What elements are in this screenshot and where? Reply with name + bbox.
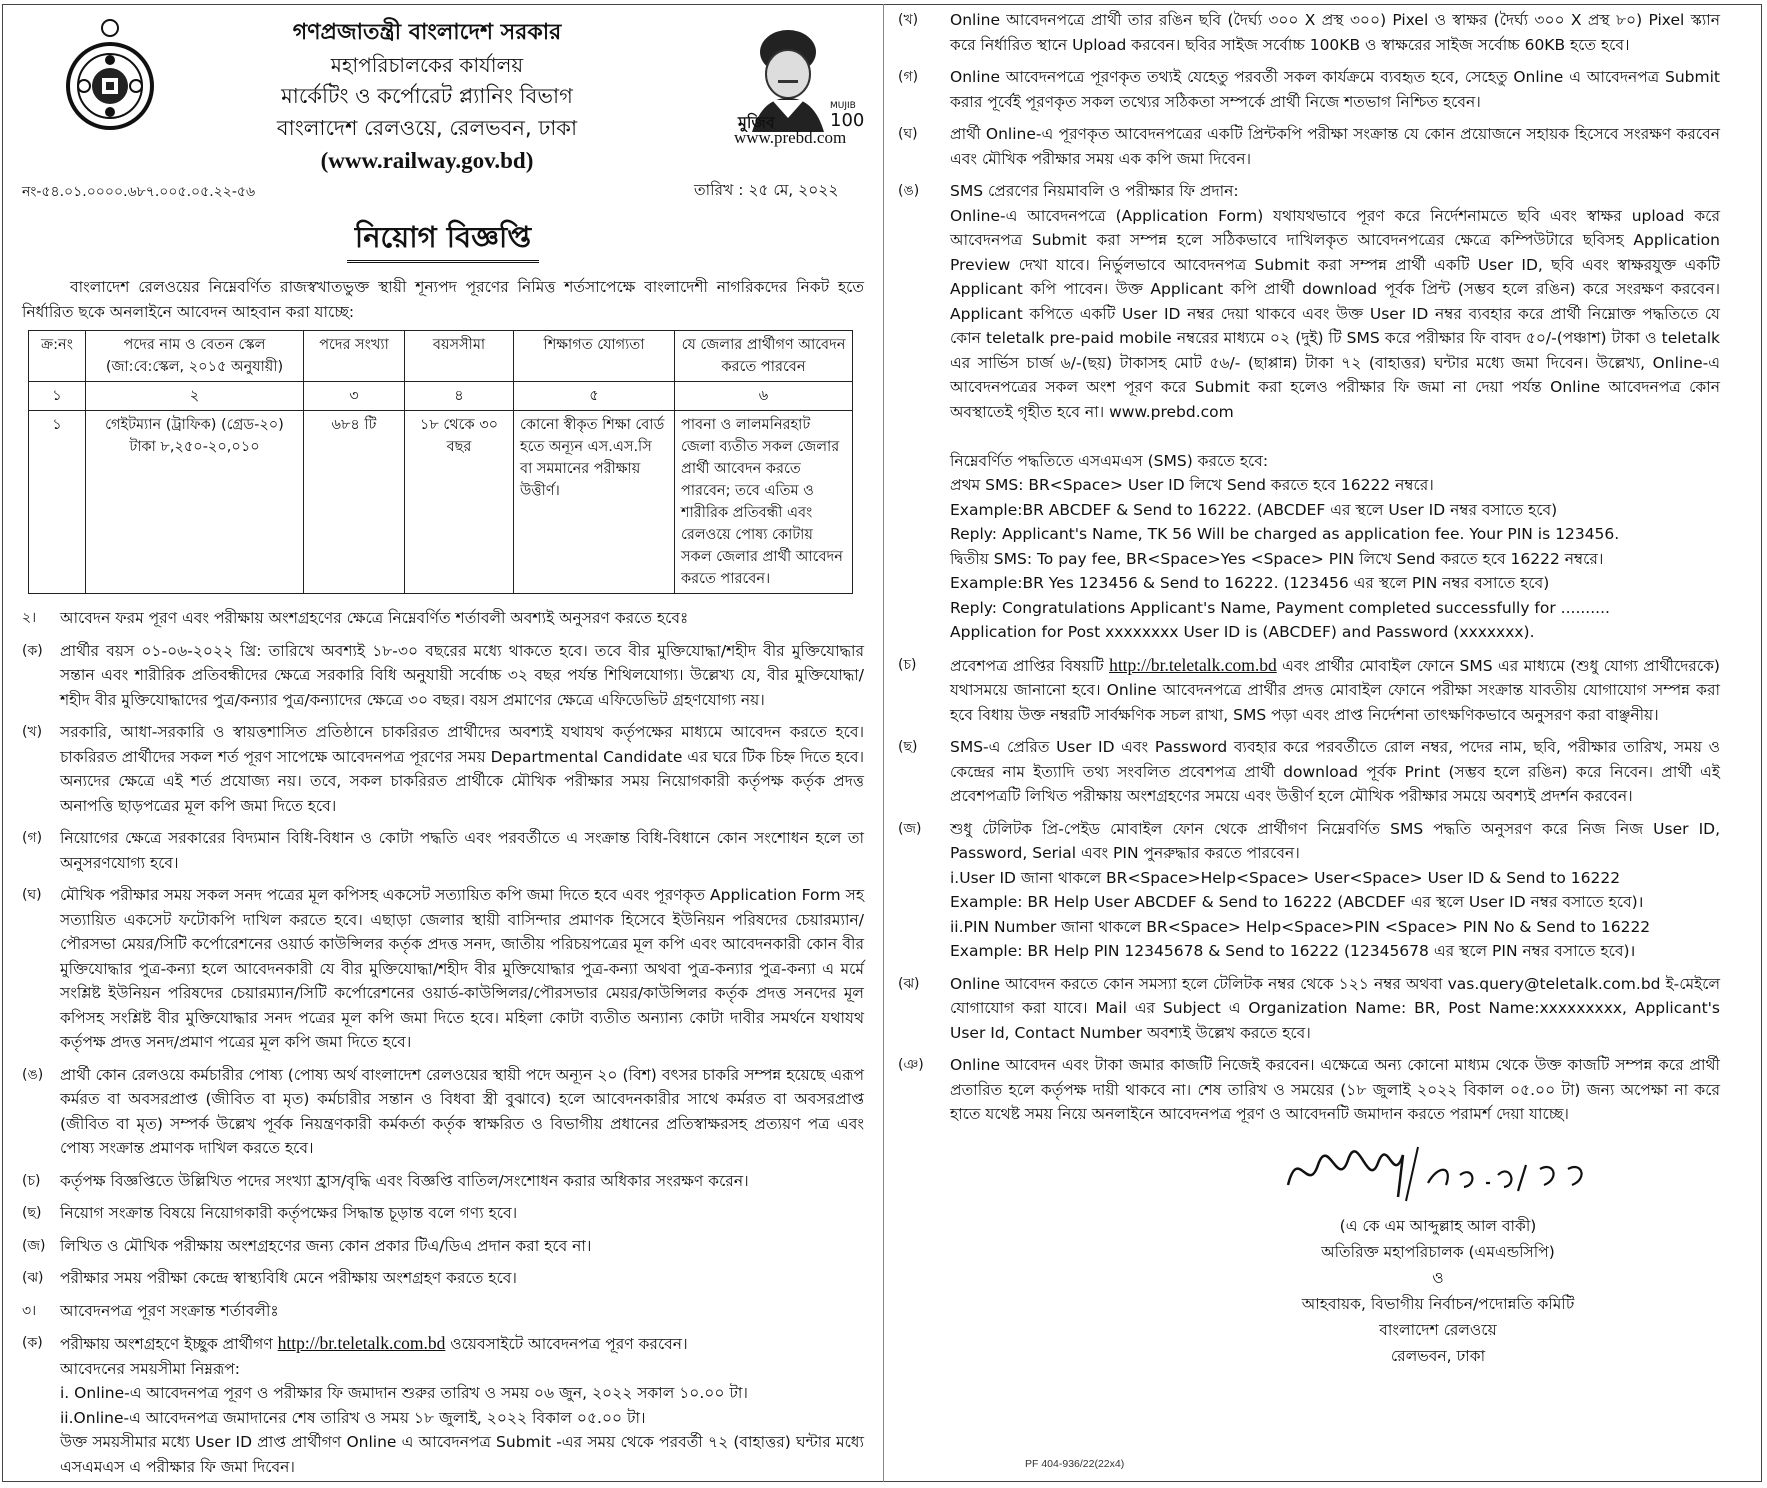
warning-item <box>898 1053 1720 1127</box>
office-name: মহাপরিচালকের কার্যালয় <box>330 53 524 77</box>
item-number: (গ) <box>22 830 43 846</box>
item-text: লিখিত ও মৌখিক পরীক্ষায় অংশগ্রহণের জন্য কোন প্রকার টিএ/ডিএ প্রদান করা হবে না। <box>60 1236 592 1255</box>
table-header: ক্র:নং <box>29 331 86 382</box>
column-number: ৬ <box>675 382 853 411</box>
signatory-and: ও <box>1432 1268 1444 1287</box>
table-header-row <box>29 331 853 382</box>
item-number: (ক) <box>22 1335 43 1351</box>
sms-rules-text: Online-এ আবেদনপত্রে (Application Form) যথাযথভাবে পূরণ করে নির্দেশনামতে ছবি এবং স্বাক্ষর upload করে আবেদনপত্র Submit করা সম্পন্ন হলে সঠিকভাবে দাখিলকৃত আবেদনপত্রের ক্ষেত্রে কম্পিউটারে ছবিসহ Application Preview দেখা যাবে। নির্ভুলভাবে আবেদনপত্র Submit করা সম্পন্ন প্রার্থী একটি User ID, ছবি এবং স্বাক্ষরযুক্ত একটি Applicant কপি পাবেন। উক্ত Applicant কপি প্রার্থী download পূর্বক প্রিন্ট (সম্ভব হলে রঙিন) করে সংরক্ষণ করবেন। Applicant কপিতে একটি User ID নম্বর দেয়া থাকবে এবং উক্ত User ID নম্বর ব্যবহার করে প্রার্থী নিম্নোক্ত পদ্ধতিতে যে কোন teletalk pre-paid mobile নম্বরের মাধ্যমে ০২ (দুই) টি SMS করে পরীক্ষার ফি বাবদ ৫০/-(পঞ্চাশ) টাকা ও teletalk এর সার্ভিস চার্জ ৬/-(ছয়) টাকাসহ মোট ৫৬/- (ছাপ্পান্ন) টাকা ৭২ (বাহাত্তর) ঘন্টার মধ্যে জমা দিবেন। উল্লেখ্য, Online-এ আবেদনপত্রের সকল অংশ পূরণ করে Submit করা হলেও পরীক্ষার ফি জমা না দেয়া পর্যন্ত Online আবেদনপত্র কোন অবস্থাতেই গৃহীত হবে না। www.prebd.com <box>950 206 1720 421</box>
print-code: PF 404-936/22(22x4) <box>1025 1458 1125 1470</box>
vacancy-table <box>28 330 853 594</box>
item-number: (ঘ) <box>22 887 42 903</box>
column-divider <box>883 4 884 1482</box>
condition-item <box>22 1234 864 1259</box>
item-text <box>60 1331 864 1479</box>
item-text: Online আবেদনপত্রে পূরণকৃত তথ্যই যেহেতু পরবর্তী সকল কার্যক্রমে ব্যবহৃত হবে, সেহেতু Online এ আবেদনপত্র Submit করার পূর্বেই পূরণকৃত সকল তথ্যের সঠিকতা সম্পর্কে প্রার্থী নিজে শতভাগ নিশ্চিত হবেন। <box>950 68 1720 111</box>
page-title: নিয়োগ বিজ্ঞপ্তি <box>347 216 539 263</box>
section-number: ৩। <box>22 1302 37 1319</box>
item-number: (ঝ) <box>22 1270 44 1286</box>
item-number: (ক) <box>22 642 43 659</box>
signatory-place: রেলভবন, ঢাকা <box>1390 1346 1486 1365</box>
right-column <box>898 8 1720 1369</box>
condition-item <box>22 826 864 875</box>
table-header: পদের নাম ও বেতন স্কেল (জা:বে:স্কেল, ২০১৫ অনুযায়ী) <box>86 331 304 382</box>
item-text: Online আবেদনপত্রে প্রার্থী তার রঙিন ছবি (দৈর্ঘ্য ৩০০ X প্রস্থ ৩০০) Pixel ও স্বাক্ষর (দৈর্ঘ্য ৩০০ X প্রস্থ ৮০) Pixel স্ক্যান করে নির্ধারিত স্থানে Upload করবেন। ছবির সাইজ সর্বোচ্চ 100KB ও স্বাক্ষরের সাইজ সর্বোচ্চ 60KB হতে হবে। <box>950 11 1720 54</box>
teletalk-link[interactable]: http://br.teletalk.com.bd <box>277 1333 446 1353</box>
column-number: ২ <box>86 382 304 411</box>
item-text: Online আবেদন এবং টাকা জমার কাজটি নিজেই করবেন। এক্ষেত্রে অন্য কোনো মাধ্যম থেকে উক্ত কাজটি সম্পন্ন করে প্রার্থী প্রতারিত হলে কর্তৃপক্ষ দায়ী থাকবে না। শেষ তারিখ ও সময়ের (১৮ জুলাই ২০২২ বিকাল ০৫.০০ টা) জন্য অপেক্ষা না করে হাতে যথেষ্ট সময় নিয়ে অনলাইনে আবেদনপত্র পূরণ ও আবেদনটি জমাদান করতে পরামর্শ দেয়া যাচ্ছে। <box>950 1056 1720 1123</box>
column-number: ৫ <box>514 382 675 411</box>
signatory-committee: আহবায়ক, বিভাগীয় নির্বাচন/পদোন্নতি কমিটি <box>1301 1294 1575 1313</box>
signatory-organization: বাংলাদেশ রেলওয়ে <box>1379 1320 1497 1339</box>
table-header: পদের সংখ্যা <box>304 331 405 382</box>
sms-second-reply-cont: Application for Post xxxxxxxx User ID is (ABCDEF) and Password (xxxxxxx). <box>950 623 1535 641</box>
section-3-heading <box>22 1299 864 1324</box>
sms-rules-heading: SMS প্রেরণের নিয়মাবলি ও পরীক্ষার ফি প্রদান: <box>950 182 1239 200</box>
teletalk-link[interactable]: http://br.teletalk.com.bd <box>1109 654 1277 675</box>
table-row <box>29 411 853 594</box>
circular-date: তারিখ : ২৫ মে, ২০২২ <box>694 181 839 199</box>
condition-item <box>22 1063 864 1161</box>
condition-item <box>22 883 864 1055</box>
column-number: ৪ <box>405 382 514 411</box>
deadline-note: উক্ত সময়সীমার মধ্যে User ID প্রাপ্ত প্রার্থীগণ Online এ আবেদনপত্র Submit -এর সময় থেকে পরবর্তী ৭২ (বাহাত্তর) ঘন্টার মধ্যে এসএমএস এ পরীক্ষার ফি জমা দিবেন। <box>60 1433 864 1476</box>
recovery-userid: i.User ID জানা থাকলে BR<Space>Help<Space> User<Space> User ID & Send to 16222 <box>950 868 1621 887</box>
item-text-post: এবং প্রার্থীর মোবাইল ফোনে SMS এর মাধ্যমে (শুধু যোগ্য প্রার্থীদেরকে) যথাসময়ে জানানো হবে। Online আবেদনপত্রে প্রার্থীর প্রদত্ত মোবাইল ফোনে পরীক্ষা সংক্রান্ত যাবতীয় যোগাযোগ সম্পন্ন করা হবে বিধায় উক্ত নম্বরটি সার্বক্ষণিক সচল রাখা, SMS পড়া এবং প্রাপ্ত নির্দেশনা তাৎক্ষণিকভাবে অনুসরণ করা বাঞ্ছনীয়। <box>950 656 1720 724</box>
cell-education: কোনো স্বীকৃত শিক্ষা বোর্ড হতে অন্যূন এস.এস.সি বা সমমানের পরীক্ষায় উত্তীর্ণ। <box>514 411 675 594</box>
recovery-pin: ii.PIN Number জানা থাকলে BR<Space> Help<Space>PIN <Space> PIN No & Send to 16222 <box>950 917 1651 936</box>
application-item <box>898 65 1720 114</box>
table-header: যে জেলার প্রার্থীগণ আবেদন করতে পারবেন <box>675 331 853 382</box>
item-text: প্রার্থীর বয়স ০১-০৬-২০২২ খ্রি: তারিখে অবশ্যই ১৮-৩০ বছরের মধ্যে থাকতে হবে। তবে বীর মুক্তিযোদ্ধা/শহীদ বীর মুক্তিযোদ্ধার সন্তান এবং শারীরিক প্রতিবন্ধীদের ক্ষেত্রে সরকারি বিধি অনুযায়ী সর্বোচ্চ ৩২ বছর পর্যন্ত শিথিলযোগ্য। উল্লেখ্য যে, বীর মুক্তিযোদ্ধা/শহীদ বীর মুক্তিযোদ্ধাদের পুত্র/কন্যার পুত্র/কন্যাদের ক্ষেত্রে ৩০ বছর। বয়স প্রমাণের ক্ষেত্রে এফিডেভিট গ্রহণযোগ্য নয়। <box>60 641 864 709</box>
condition-item <box>22 1201 864 1226</box>
letterhead <box>22 8 864 228</box>
recovery-item <box>898 817 1720 964</box>
item-number: (খ) <box>22 724 43 740</box>
item-text <box>950 817 1720 964</box>
item-text-pre: প্রবেশপত্র প্রাপ্তির বিষয়টি <box>950 656 1104 675</box>
item-number: (চ) <box>22 1172 41 1189</box>
deadline-end: ii.Online-এ আবেদনপত্র জমাদানের শেষ তারিখ ও সময় ১৮ জুলাই, ২০২২ বিকাল ০৫.০০ টা। <box>60 1408 646 1427</box>
table-header: শিক্ষাগত যোগ্যতা <box>514 331 675 382</box>
item-number: (খ) <box>898 12 919 28</box>
cell-district: পাবনা ও লালমনিরহাট জেলা ব্যতীত সকল জেলার প্রার্থী আবেদন করতে পারবেন; তবে এতিম ও শারীরিক প্রতিবন্ধী এবং রেলওয়ে পোষ্য কোটায় সকল জেলার প্রার্থী আবেদন করতে পারবেন। <box>675 411 853 594</box>
table-number-row <box>29 382 853 411</box>
item-text <box>950 653 1720 728</box>
watermark-url: www.prebd.com <box>734 128 847 147</box>
item-text: নিয়োগের ক্ষেত্রে সরকারের বিদ্যমান বিধি-বিধান ও কোটা পদ্ধতি এবং পরবর্তীতে এ সংক্রান্ত বিধি-বিধানে কোন সংশোধন হলে তা অনুসরণযোগ্য হবে। <box>60 829 864 872</box>
svg-text:100: 100 <box>830 110 864 131</box>
handwritten-signature <box>1278 1135 1598 1205</box>
item-number: (ছ) <box>898 739 918 755</box>
cell-post: গেইটম্যান (ট্রাফিক) (গ্রেড-২০) টাকা ৮,২৫০-২০,০১০ <box>86 411 304 594</box>
application-item <box>898 122 1720 171</box>
item-number: (ঝ) <box>898 975 920 992</box>
item-text: নিয়োগ সংক্রান্ত বিষয়ে নিয়োগকারী কর্তৃপক্ষের সিদ্ধান্ত চূড়ান্ত বলে গণ্য হবে। <box>60 1204 518 1222</box>
recovery-pin-example: Example: BR Help PIN 12345678 & Send to 16222 (12345678 এর স্থলে PIN নম্বর বসাতে হবে)। <box>950 942 1636 960</box>
application-item <box>898 8 1720 57</box>
department-name: মার্কেটিং ও কর্পোরেট প্ল্যানিং বিভাগ <box>281 84 573 108</box>
reference-number: নং-৫৪.০১.০০০০.৬৮৭.০০৫.০৫.২২-৫৬ <box>22 184 256 200</box>
cell-count: ৬৮৪ টি <box>304 411 405 594</box>
table-header: বয়সসীমা <box>405 331 514 382</box>
svg-text:মুজিব: মুজিব <box>738 113 775 132</box>
deadline-heading: আবেদনের সময়সীমা নিম্নরূপ: <box>60 1359 240 1378</box>
svg-text:MUJIB: MUJIB <box>830 101 856 111</box>
recovery-userid-example: Example: BR Help User ABCDEF & Send to 16222 (ABCDEF এর স্থলে User ID নম্বর বসাতে হবে)। <box>950 893 1644 911</box>
section-number: ২। <box>22 610 37 626</box>
item-number: (চ) <box>898 656 917 673</box>
support-item <box>898 972 1720 1046</box>
letterhead-text <box>192 16 662 178</box>
cell-sl: ১ <box>29 411 86 594</box>
signatory-name: (এ কে এম আব্দুল্লাহ আল বাকী) <box>1339 1216 1537 1235</box>
website: (www.railway.gov.bd) <box>320 148 534 173</box>
sms-method-heading: নিম্নেবর্ণিত পদ্ধতিতে এসএমএস (SMS) করতে হবে: <box>950 451 1269 470</box>
column-number: ৩ <box>304 382 405 411</box>
item-number: (ছ) <box>22 1205 42 1221</box>
deadline-start: i. Online-এ আবেদনপত্র পূরণ ও পরীক্ষার ফি জমাদান শুরুর তারিখ ও সময় ০৬ জুন, ২০২২ সকাল ১০.০০ টা। <box>60 1384 748 1402</box>
item-number: (ঞ) <box>898 1057 924 1073</box>
condition-item <box>22 639 864 713</box>
sms-second-example: Example:BR Yes 123456 & Send to 16222. (123456 এর স্থলে PIN নম্বর বসাতে হবে) <box>950 574 1550 592</box>
left-column <box>22 8 864 1487</box>
sms-first: প্রথম SMS: BR<Space> User ID লিখে Send করতে হবে 16222 নম্বরে। <box>950 476 1434 494</box>
admit-card-item <box>898 653 1720 728</box>
section-heading: আবেদন ফরম পূরণ এবং পরীক্ষায় অংশগ্রহণের ক্ষেত্রে নিম্নেবর্ণিত শর্তাবলী অবশ্যই অনুসরণ করতে হবেঃ <box>60 609 689 627</box>
section-heading: আবেদনপত্র পূরণ সংক্রান্ত শর্তাবলীঃ <box>60 1301 279 1320</box>
sms-second: দ্বিতীয় SMS: To pay fee, BR<Space>Yes <Space> PIN লিখে Send করতে হবে 16222 নম্বরে। <box>950 549 1604 568</box>
item-text: মৌখিক পরীক্ষার সময় সকল সনদ পত্রের মূল কপিসহ একসেট সত্যায়িত কপি জমা দিতে হবে এবং পূরণকৃত Application Form সহ সত্যায়িত একসেট ফটোকপি দাখিল করতে হবে। এছাড়া জেলার স্থায়ী বাসিন্দার প্রমাণক হিসেবে ইউনিয়ন পরিষদের চেয়ারম্যান/পৌরসভা মেয়র/সিটি কর্পোরেশনের ওয়ার্ড কাউন্সিলর কর্তৃক প্রদত্ত সনদ, জাতীয় পরিচয়পত্রের মূল কপি এবং আবেদনকারী কোন বীর মুক্তিযোদ্ধার পুত্র-কন্যা হলে আবেদনকারী যে বীর মুক্তিযোদ্ধা/শহীদ বীর মুক্তিযোদ্ধার পুত্র-কন্যা অথবা পুত্র-কন্যার পুত্র-কন্যা এ মর্মে সংশ্লিষ্ট ইউনিয়ন পরিষদের চেয়ারম্যান/সিটি কর্পোরেশনের ওয়ার্ড-কাউন্সিলর/পৌরসভার মেয়র/কাউন্সিলর কর্তৃক প্রদত্ত সনদের মূল কপিসহ সংশ্লিষ্ট বীর মুক্তিযোদ্ধার সনদ পত্রের মূল কপি জমা দিতে হবে। মহিলা কোটা ব্যতীত অন্যান্য কোটা দাবীর সমর্থনে যথাযথ কর্তৃপক্ষ প্রদত্ত সনদ/প্রমাণ পত্রের মূল কপি জমা দিতে হবে। <box>60 886 864 1051</box>
item-number: (ঘ) <box>898 126 918 142</box>
intro-paragraph: বাংলাদেশ রেলওয়ের নিম্নেবর্ণিত রাজস্বখাতভুক্ত স্থায়ী শূন্যপদ পূরণের নিমিত্ত শর্তসাপেক্ষে বাংলাদেশী নাগরিকদের নিকট হতে নির্ধারিত ছকে অনলাইনে আবেদন আহবান করা যাচ্ছে: <box>22 278 864 321</box>
item-text: প্রার্থী কোন রেলওয়ে কর্মচারীর পোষ্য (পোষ্য অর্থ বাংলাদেশ রেলওয়ের স্থায়ী পদে অন্যূন ২০ (বিশ) বৎসর চাকরি সম্পন্ন হয়েছে এরূপ কর্মরত বা অবসরপ্রাপ্ত (জীবিত বা মৃত) কর্মচারীর সন্তান ও বিধবা স্ত্রী বুঝাবে) হলে আবেদনকারীর সাথে কর্মরত বা অবসরপ্রাপ্ত (জীবিত বা মৃত) সম্পর্ক উল্লেখ পূর্বক নিয়ন্ত্রণকারী কর্মকর্তা কর্তৃক স্বাক্ষরিত ও বিভাগীয় প্রধানের প্রতিস্বাক্ষরসহ প্রত্যয়ণ পত্র এবং পোষ্য সংক্রান্ত প্রমাণক দাখিল করতে হবে। <box>60 1065 864 1157</box>
item-number: (ঙ) <box>22 1066 44 1083</box>
column-number: ১ <box>29 382 86 411</box>
sms-second-reply: Reply: Congratulations Applicant's Name, Payment completed successfully for .......... <box>950 598 1610 617</box>
item-number: (ঙ) <box>898 183 920 199</box>
item-text: প্রার্থী Online-এ পূরণকৃত আবেদনপত্রের একটি প্রিন্টকপি পরীক্ষা সংক্রান্ত যে কোন প্রয়োজনে সহায়ক হিসেবে সংরক্ষণ করবেন এবং মৌখিক পরীক্ষার সময় এক কপি জমা দিবেন। <box>950 125 1720 168</box>
item-text <box>950 179 1720 645</box>
sms-instructions-item <box>898 179 1720 645</box>
condition-item <box>22 1266 864 1291</box>
item-text: পরীক্ষার সময় পরীক্ষা কেন্দ্রে স্বাস্থ্যবিধি মেনে পরীক্ষায় অংশগ্রহণ করতে হবে। <box>60 1269 517 1287</box>
item-text: SMS-এ প্রেরিত User ID এবং Password ব্যবহার করে পরবর্তীতে রোল নম্বর, পদের নাম, ছবি, পরীক্ষার তারিখ, সময় ও কেন্দ্রের নাম ইত্যাদি তথ্য সংবলিত প্রবেশপত্র প্রার্থী download পূর্বক Print (সম্ভব হলে রঙিন) করে নিবেন। প্রার্থী এই প্রবেশপত্রটি লিখিত পরীক্ষায় অংশগ্রহণের সময়ে এবং উত্তীর্ণ হলে মৌখিক পরীক্ষার সময়ে অবশ্যই প্রদর্শন করবেন। <box>950 738 1720 805</box>
item-text: কর্তৃপক্ষ বিজ্ঞপ্তিতে উল্লিখিত পদের সংখ্যা হ্রাস/বৃদ্ধি এবং বিজ্ঞপ্তি বাতিল/সংশোধন করার অধিকার সংরক্ষণ করেন। <box>60 1171 749 1190</box>
item-number: (গ) <box>898 69 919 85</box>
organization-address: বাংলাদেশ রেলওয়ে, রেলভবন, ঢাকা <box>276 116 578 140</box>
item-number: (জ) <box>898 820 922 837</box>
mujib-100-logo-icon <box>732 22 864 132</box>
admit-card-download-item <box>898 735 1720 809</box>
application-item <box>22 1331 864 1479</box>
recovery-text: শুধু টেলিটক প্রি-পেইড মোবাইল ফোন থেকে প্রার্থীগণ নিম্নেবর্ণিত SMS পদ্ধতি অনুসরণ করে নিজ নিজ User ID, Password, Serial এবং PIN পুনরুদ্ধার করতে পারবেন। <box>950 819 1720 862</box>
item-text: সরকারি, আধা-সরকারি ও স্বায়ত্তশাসিত প্রতিষ্ঠানে চাকরিরত প্রার্থীদের অবশ্যই যথাযথ কর্তৃপক্ষের মাধ্যমে আবেদন করতে হবে। চাকরিরত প্রার্থীদের সকল শর্ত পূরণ সাপেক্ষে আবেদনপত্র পূরণের সময় Departmental Candidate এর ঘরে টিক চিহ্ন দিতে হবে। অন্যদের ক্ষেত্রে এই শর্ত প্রযোজ্য নয়। তবে, সকল চাকরিরত প্রার্থীকে মৌখিক পরীক্ষার সময় নিয়োগকারী কর্তৃপক্ষ কর্তৃক প্রদত্ত অনাপত্তি ছাড়পত্রের মূল কপি জমা দিতে হবে। <box>60 723 864 815</box>
govt-name: গণপ্রজাতন্ত্রী বাংলাদেশ সরকার <box>292 20 562 45</box>
signatory-designation: অতিরিক্ত মহাপরিচালক (এমএন্ডসিপি) <box>1321 1242 1555 1261</box>
section-2-heading <box>22 606 864 631</box>
item-text-pre: পরীক্ষায় অংশগ্রহণে ইচ্ছুক প্রার্থীগণ <box>60 1335 273 1353</box>
cell-age: ১৮ থেকে ৩০ বছর <box>405 411 514 594</box>
item-text-post: ওয়েবসাইটে আবেদনপত্র পূরণ করবেন। <box>450 1335 688 1353</box>
item-text: Online আবেদন করতে কোন সমস্যা হলে টেলিটক নম্বর থেকে ১২১ নম্বর অথবা vas.query@teletalk.com.bd ই-মেইলে যোগাযোগ করা যাবে। Mail এর Subject এ Organization Name: BR, Post Name:xxxxxxxxx, Applicant's User Id, Contact Number অবশ্যই উল্লেখ করতে হবে। <box>950 974 1720 1042</box>
condition-item <box>22 1169 864 1194</box>
signature-block <box>1228 1135 1648 1369</box>
sms-first-example: Example:BR ABCDEF & Send to 16222. (ABCDEF এর স্থলে User ID নম্বর বসাতে হবে) <box>950 500 1558 519</box>
railway-emblem-icon <box>64 16 156 136</box>
item-number: (জ) <box>22 1237 46 1254</box>
condition-item <box>22 720 864 818</box>
sms-first-reply: Reply: Applicant's Name, TK 56 Will be charged as application fee. Your PIN is 123456. <box>950 525 1620 543</box>
